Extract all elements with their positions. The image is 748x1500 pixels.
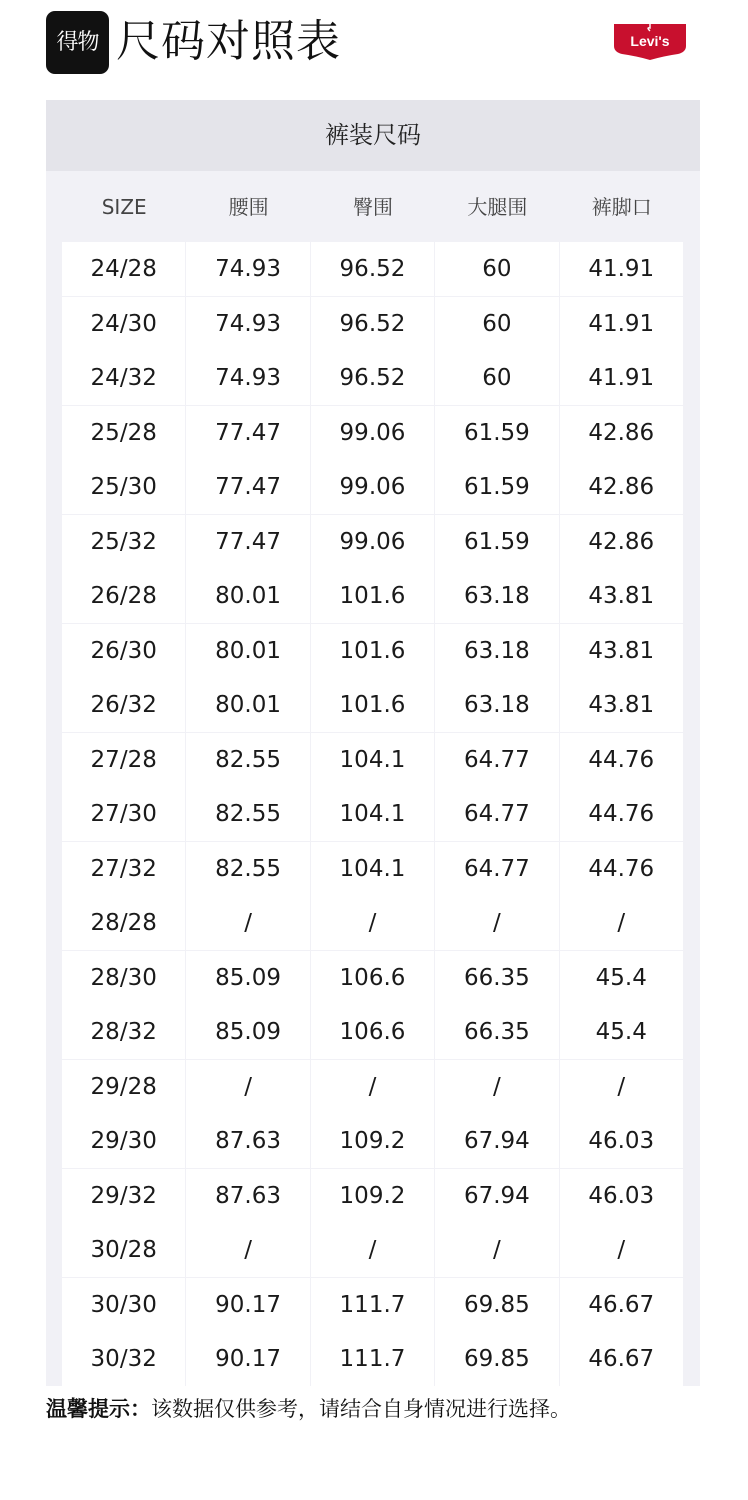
cell-leg-opening: 46.03: [560, 1169, 683, 1223]
table-row: [62, 733, 684, 787]
column-header-thigh: 大腿围: [467, 195, 528, 219]
table-row: [62, 1332, 684, 1386]
cell-leg-opening: 43.81: [560, 569, 683, 623]
cell-size: 26/32: [62, 678, 185, 732]
cell-thigh: 67.94: [435, 1169, 558, 1223]
cell-thigh: 67.94: [435, 1114, 558, 1168]
cell-size: 27/28: [62, 733, 185, 787]
table-row: [62, 842, 684, 896]
cell-leg-opening: 46.67: [560, 1278, 683, 1332]
cell-leg-opening: 44.76: [560, 787, 683, 841]
cell-size: 28/30: [62, 951, 185, 1005]
cell-leg-opening: 41.91: [560, 351, 683, 405]
table-row: [62, 896, 684, 950]
table-row: [62, 297, 684, 351]
table-row: [62, 515, 684, 569]
cell-waist: 74.93: [186, 351, 309, 405]
cell-leg-opening: 46.03: [560, 1114, 683, 1168]
cell-size: 25/28: [62, 406, 185, 460]
cell-waist: 82.55: [186, 787, 309, 841]
cell-size: 24/28: [62, 242, 185, 296]
cell-hip: 96.52: [311, 297, 434, 351]
table-row: [62, 351, 684, 405]
cell-thigh: 63.18: [435, 569, 558, 623]
cell-size: 30/30: [62, 1278, 185, 1332]
cell-waist: 77.47: [186, 406, 309, 460]
cell-leg-opening: 45.4: [560, 951, 683, 1005]
cell-hip: 101.6: [311, 624, 434, 678]
page-header: [0, 0, 748, 90]
table-row: [62, 678, 684, 732]
cell-thigh: 64.77: [435, 733, 558, 787]
cell-size: 29/30: [62, 1114, 185, 1168]
column-header-size: SIZE: [101, 195, 147, 219]
table-row: [62, 1278, 684, 1332]
cell-leg-opening: 42.86: [560, 406, 683, 460]
cell-hip: 109.2: [311, 1114, 434, 1168]
table-header: [62, 180, 684, 234]
cell-thigh: 60: [435, 242, 558, 296]
cell-size: 28/32: [62, 1005, 185, 1059]
footer-note-text: 该数据仅供参考，请结合自身情况进行选择。: [151, 1397, 571, 1421]
cell-hip: 111.7: [311, 1278, 434, 1332]
cell-hip: 104.1: [311, 733, 434, 787]
footer-note-label: 温馨提示：: [46, 1397, 151, 1421]
cell-thigh: 64.77: [435, 787, 558, 841]
cell-hip: 99.06: [311, 406, 434, 460]
cell-thigh: 60: [435, 297, 558, 351]
cell-size: 29/32: [62, 1169, 185, 1223]
cell-leg-opening: 42.86: [560, 515, 683, 569]
cell-hip: 99.06: [311, 460, 434, 514]
cell-waist: 74.93: [186, 297, 309, 351]
cell-waist: 85.09: [186, 1005, 309, 1059]
cell-thigh: /: [435, 896, 558, 950]
cell-thigh: 61.59: [435, 406, 558, 460]
cell-thigh: 61.59: [435, 460, 558, 514]
cell-hip: /: [311, 896, 434, 950]
cell-waist: 82.55: [186, 733, 309, 787]
cell-size: 27/30: [62, 787, 185, 841]
cell-leg-opening: /: [560, 896, 683, 950]
cell-leg-opening: 43.81: [560, 624, 683, 678]
cell-leg-opening: 45.4: [560, 1005, 683, 1059]
cell-leg-opening: 46.67: [560, 1332, 683, 1386]
cell-hip: 106.6: [311, 1005, 434, 1059]
cell-leg-opening: 43.81: [560, 678, 683, 732]
cell-hip: 109.2: [311, 1169, 434, 1223]
cell-hip: 104.1: [311, 787, 434, 841]
table-row: [62, 1223, 684, 1277]
cell-waist: /: [186, 896, 309, 950]
cell-waist: 80.01: [186, 569, 309, 623]
cell-waist: /: [186, 1223, 309, 1277]
cell-size: 24/30: [62, 297, 185, 351]
cell-leg-opening: 41.91: [560, 297, 683, 351]
cell-thigh: 63.18: [435, 678, 558, 732]
cell-size: 25/30: [62, 460, 185, 514]
brand-logo-text: Levi's: [630, 33, 670, 49]
cell-waist: 77.47: [186, 515, 309, 569]
app-logo: 得物: [46, 11, 109, 74]
size-table-body: [62, 242, 684, 1387]
cell-hip: 101.6: [311, 678, 434, 732]
cell-size: 27/32: [62, 842, 185, 896]
table-row: [62, 460, 684, 514]
table-row: [62, 1169, 684, 1223]
cell-leg-opening: 44.76: [560, 842, 683, 896]
cell-size: 26/30: [62, 624, 185, 678]
cell-hip: 99.06: [311, 515, 434, 569]
cell-waist: 74.93: [186, 242, 309, 296]
cell-thigh: 66.35: [435, 1005, 558, 1059]
cell-thigh: 63.18: [435, 624, 558, 678]
cell-waist: 82.55: [186, 842, 309, 896]
cell-thigh: 60: [435, 351, 558, 405]
cell-waist: 90.17: [186, 1278, 309, 1332]
cell-thigh: /: [435, 1060, 558, 1114]
table-row: [62, 1060, 684, 1114]
cell-waist: 90.17: [186, 1332, 309, 1386]
brand-logo: [612, 22, 688, 62]
cell-thigh: 66.35: [435, 951, 558, 1005]
cell-waist: 87.63: [186, 1169, 309, 1223]
cell-waist: 80.01: [186, 678, 309, 732]
table-row: [62, 624, 684, 678]
cell-size: 30/28: [62, 1223, 185, 1277]
levis-batwing-icon: [612, 22, 688, 62]
cell-hip: 101.6: [311, 569, 434, 623]
cell-thigh: 69.85: [435, 1278, 558, 1332]
cell-waist: /: [186, 1060, 309, 1114]
cell-leg-opening: 44.76: [560, 733, 683, 787]
column-header-hip: 臀围: [352, 195, 393, 219]
cell-thigh: 64.77: [435, 842, 558, 896]
cell-hip: /: [311, 1223, 434, 1277]
table-row: [62, 951, 684, 1005]
cell-size: 28/28: [62, 896, 185, 950]
section-title: 裤装尺码: [46, 100, 700, 171]
footer-note: [46, 1392, 571, 1426]
cell-hip: 106.6: [311, 951, 434, 1005]
table-row: [62, 406, 684, 460]
cell-hip: 111.7: [311, 1332, 434, 1386]
page-title: 尺码对照表: [116, 16, 341, 67]
cell-waist: 80.01: [186, 624, 309, 678]
cell-waist: 87.63: [186, 1114, 309, 1168]
cell-hip: /: [311, 1060, 434, 1114]
table-row: [62, 1005, 684, 1059]
table-row: [62, 787, 684, 841]
cell-size: 25/32: [62, 515, 185, 569]
cell-thigh: /: [435, 1223, 558, 1277]
cell-hip: 96.52: [311, 351, 434, 405]
cell-thigh: 69.85: [435, 1332, 558, 1386]
cell-size: 30/32: [62, 1332, 185, 1386]
cell-leg-opening: 42.86: [560, 460, 683, 514]
cell-hip: 104.1: [311, 842, 434, 896]
column-header-waist: 腰围: [228, 195, 269, 219]
cell-size: 24/32: [62, 351, 185, 405]
table-row: [62, 1114, 684, 1168]
cell-waist: 85.09: [186, 951, 309, 1005]
table-row: [62, 242, 684, 296]
table-row: [62, 569, 684, 623]
cell-waist: 77.47: [186, 460, 309, 514]
cell-size: 29/28: [62, 1060, 185, 1114]
cell-hip: 96.52: [311, 242, 434, 296]
cell-leg-opening: /: [560, 1060, 683, 1114]
cell-thigh: 61.59: [435, 515, 558, 569]
cell-leg-opening: 41.91: [560, 242, 683, 296]
cell-leg-opening: /: [560, 1223, 683, 1277]
column-header-leg-opening: 裤脚口: [591, 195, 652, 219]
cell-size: 26/28: [62, 569, 185, 623]
